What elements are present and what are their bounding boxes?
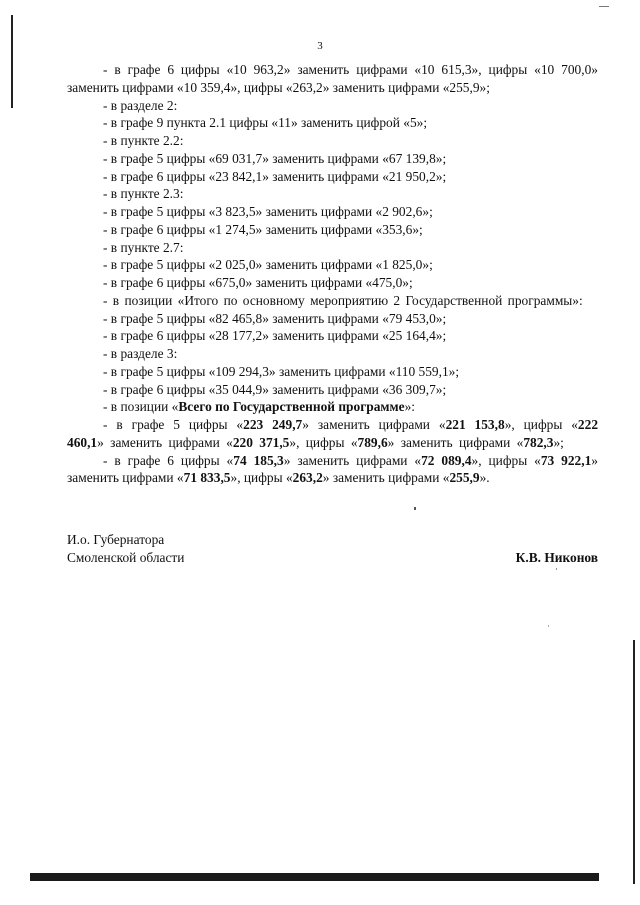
signature-block — [67, 531, 598, 567]
document-body — [67, 61, 598, 487]
scan-edge-mark — [599, 6, 609, 7]
scan-edge-mark — [11, 15, 13, 108]
text-run: - в позиции « — [103, 399, 179, 415]
text-run: », цифры « — [471, 452, 541, 468]
text-run: - в графе 6 цифры « — [103, 452, 234, 468]
signatory-name: К.В. Никонов — [515, 550, 598, 565]
paragraph-graph5 — [67, 416, 598, 452]
scan-speck — [548, 625, 549, 627]
number-value: 74 185,3 — [233, 452, 284, 468]
paragraph: - в пункте 2.2: — [103, 133, 184, 148]
number-value: 72 089,4 — [421, 452, 472, 468]
signatory-position-line2: Смоленской области — [67, 550, 185, 565]
text-run: » заменить цифрами « — [322, 470, 450, 486]
scan-edge-mark — [633, 640, 635, 884]
paragraph: - в графе 9 пункта 2.1 цифры «11» заменить цифрой «5»; — [103, 115, 428, 131]
paragraph: - в позиции «Итого по основному мероприятию 2 Государственной программы»: — [103, 292, 583, 308]
number-value: 263,2 — [292, 470, 323, 486]
text-run: » заменить цифрами « — [387, 434, 524, 450]
paragraph: - в графе 6 цифры «10 963,2» заменить цифрами «10 615,3», цифры «10 700,0» заменить цифрами «10 359,4», цифры «263,2» заменить цифрами «255,9»; — [67, 62, 598, 95]
scan-edge-mark — [30, 873, 599, 881]
paragraph: - в графе 5 цифры «2 025,0» заменить цифрами «1 825,0»; — [103, 257, 433, 273]
paragraph: - в графе 5 цифры «109 294,3» заменить цифрами «110 559,1»; — [103, 363, 460, 379]
text-run: »: — [404, 399, 416, 415]
paragraph: - в графе 6 цифры «23 842,1» заменить цифрами «21 950,2»; — [103, 168, 447, 184]
number-value: 222 460,1 — [67, 417, 599, 450]
paragraph: - в графе 6 цифры «28 177,2» заменить цифрами «25 164,4»; — [103, 328, 447, 344]
total-position-name: Всего по Государственной программе — [178, 399, 405, 415]
text-run: », цифры « — [289, 434, 358, 450]
text-run: » заменить цифрами « — [97, 434, 233, 450]
paragraph: - в графе 5 цифры «3 823,5» заменить цифрами «2 902,6»; — [103, 204, 433, 219]
paragraph: - в разделе 3: — [103, 346, 178, 361]
number-value: 255,9 — [449, 470, 480, 486]
text-run: » заменить цифрами « — [67, 452, 598, 486]
paragraph: - в графе 5 цифры «69 031,7» заменить цифрами «67 139,8»; — [103, 150, 447, 166]
number-value: 73 922,1 — [540, 452, 592, 468]
paragraph: - в пункте 2.7: — [103, 239, 184, 255]
paragraph-graph6 — [67, 452, 598, 488]
text-run: », цифры « — [230, 470, 293, 486]
scan-speck — [414, 507, 416, 510]
text-run: ». — [479, 470, 490, 486]
scan-speck — [556, 568, 557, 570]
text-run: »; — [553, 434, 564, 450]
number-value: 782,3 — [523, 434, 554, 450]
text-run: », цифры « — [504, 417, 578, 432]
paragraph: - в графе 6 цифры «35 044,9» заменить цифрами «36 309,7»; — [103, 381, 447, 397]
number-value: 789,6 — [357, 434, 388, 450]
paragraph: - в разделе 2: — [103, 97, 178, 113]
paragraph: - в графе 5 цифры «82 465,8» заменить цифрами «79 453,0»; — [103, 310, 447, 326]
text-run: » заменить цифрами « — [283, 452, 422, 468]
number-value: 223 249,7 — [243, 417, 303, 432]
text-run: - в графе 5 цифры « — [103, 417, 244, 432]
paragraph-total-position — [67, 398, 598, 416]
paragraph: - в пункте 2.3: — [103, 186, 184, 202]
number-value: 71 833,5 — [183, 470, 231, 486]
paragraph: - в графе 6 цифры «675,0» заменить цифрами «475,0»; — [103, 275, 413, 290]
signatory-position-line1: И.о. Губернатора — [67, 532, 165, 547]
number-value: 221 153,8 — [445, 417, 505, 432]
text-run: » заменить цифрами « — [302, 417, 446, 432]
number-value: 220 371,5 — [232, 434, 290, 450]
page-number: 3 — [317, 40, 323, 52]
paragraph: - в графе 6 цифры «1 274,5» заменить цифрами «353,6»; — [103, 221, 423, 237]
